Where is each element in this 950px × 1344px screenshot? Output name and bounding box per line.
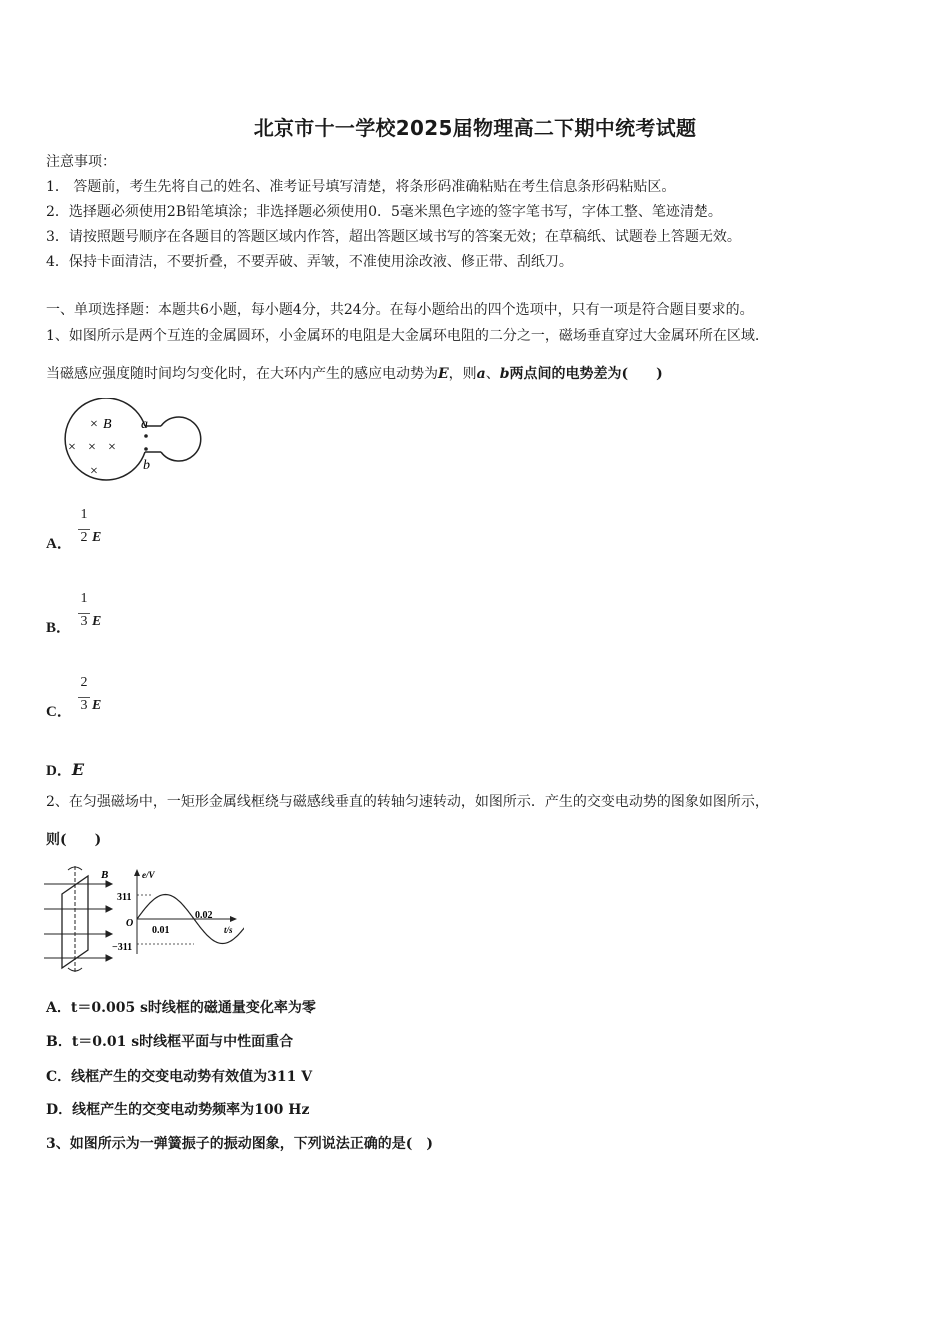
field-lines [44, 881, 112, 961]
q2-option-d[interactable]: D．线框产生的交变电动势频率为100 Hz [46, 1102, 310, 1118]
q1-ring-figure [50, 398, 210, 486]
notice-item: 1． 答题前，考生先将自己的姓名、准考证号填写清楚，将条形码准确粘贴在考生信息条形码粘贴区。 [46, 179, 676, 195]
page-title: 北京市十一学校2025届物理高二下期中统考试题 [253, 116, 697, 140]
emf-graph [112, 869, 244, 954]
q3-stem-line1: 3、如图所示为一弹簧振子的振动图象，下列说法正确的是( ) [46, 1136, 433, 1152]
q2-option-a[interactable]: A．t＝0.005 s时线框的磁通量变化率为零 [46, 1000, 316, 1016]
q1-stem-line2: 当磁感应强度随时间均匀变化时，在大环内产生的感应电动势为E，则a、b两点间的电势差为( ) [46, 366, 663, 382]
label-a: a [141, 417, 148, 432]
q2-stem-line1: 2、在匀强磁场中，一矩形金属线框绕与磁感线垂直的转轴匀速转动，如图所示．产生的交变电动势的图象如图所示， [46, 794, 769, 810]
x-axis-label: t/s [224, 925, 233, 935]
q1-option-b[interactable]: B． [46, 620, 72, 636]
q1-stem-line1: 1、如图所示是两个互连的金属圆环，小金属环的电阻是大金属环电阻的二分之一，磁场垂直穿过大金属环所在区域. [46, 328, 760, 344]
svg-text:×: × [90, 417, 98, 432]
svg-text:×: × [68, 440, 76, 455]
notice-heading: 注意事项： [46, 154, 116, 170]
origin-label: O [126, 918, 134, 929]
svg-text:×: × [108, 440, 116, 455]
point-a [144, 434, 148, 438]
q2-stem-line2: 则( ) [46, 832, 102, 848]
q2-option-b[interactable]: B．t＝0.01 s时线框平面与中性面重合 [46, 1034, 294, 1050]
field-label-B: B [101, 869, 109, 881]
q1-option-d[interactable]: D．E [46, 760, 85, 779]
notice-item: 2．选择题必须使用2B铅笔填涂；非选择题必须使用0．5毫米黑色字迹的签字笔书写，字体工整、笔迹清楚。 [46, 204, 722, 220]
label-B: B [103, 417, 112, 432]
q2-figure [44, 864, 244, 974]
large-ring [65, 398, 145, 480]
label-b: b [143, 458, 150, 473]
x-tick-0.01: 0.01 [152, 925, 170, 936]
y-tick-max: 311 [117, 892, 132, 903]
y-axis-label: e/V [142, 870, 155, 880]
section-heading: 一、单项选择题：本题共6小题，每小题4分，共24分。在每小题给出的四个选项中，只有一项是符合题目要求的。 [46, 302, 754, 318]
q1-option-a[interactable]: A． [46, 536, 72, 552]
svg-text:×: × [88, 440, 96, 455]
point-b [144, 447, 148, 451]
notice-item: 3．请按照题号顺序在各题目的答题区域内作答，超出答题区域书写的答案无效；在草稿纸、试题卷上答题无效。 [46, 229, 741, 245]
svg-text:×: × [90, 464, 98, 479]
small-ring [161, 417, 201, 461]
notice-item: 4．保持卡面清洁，不要折叠，不要弄破、弄皱，不准使用涂改液、修正带、刮纸刀。 [46, 254, 573, 270]
y-tick-min: −311 [112, 942, 133, 953]
q2-option-c[interactable]: C．线框产生的交变电动势有效值为311 V [46, 1069, 313, 1085]
x-tick-0.02: 0.02 [195, 910, 213, 921]
q1-option-c[interactable]: C． [46, 704, 72, 720]
